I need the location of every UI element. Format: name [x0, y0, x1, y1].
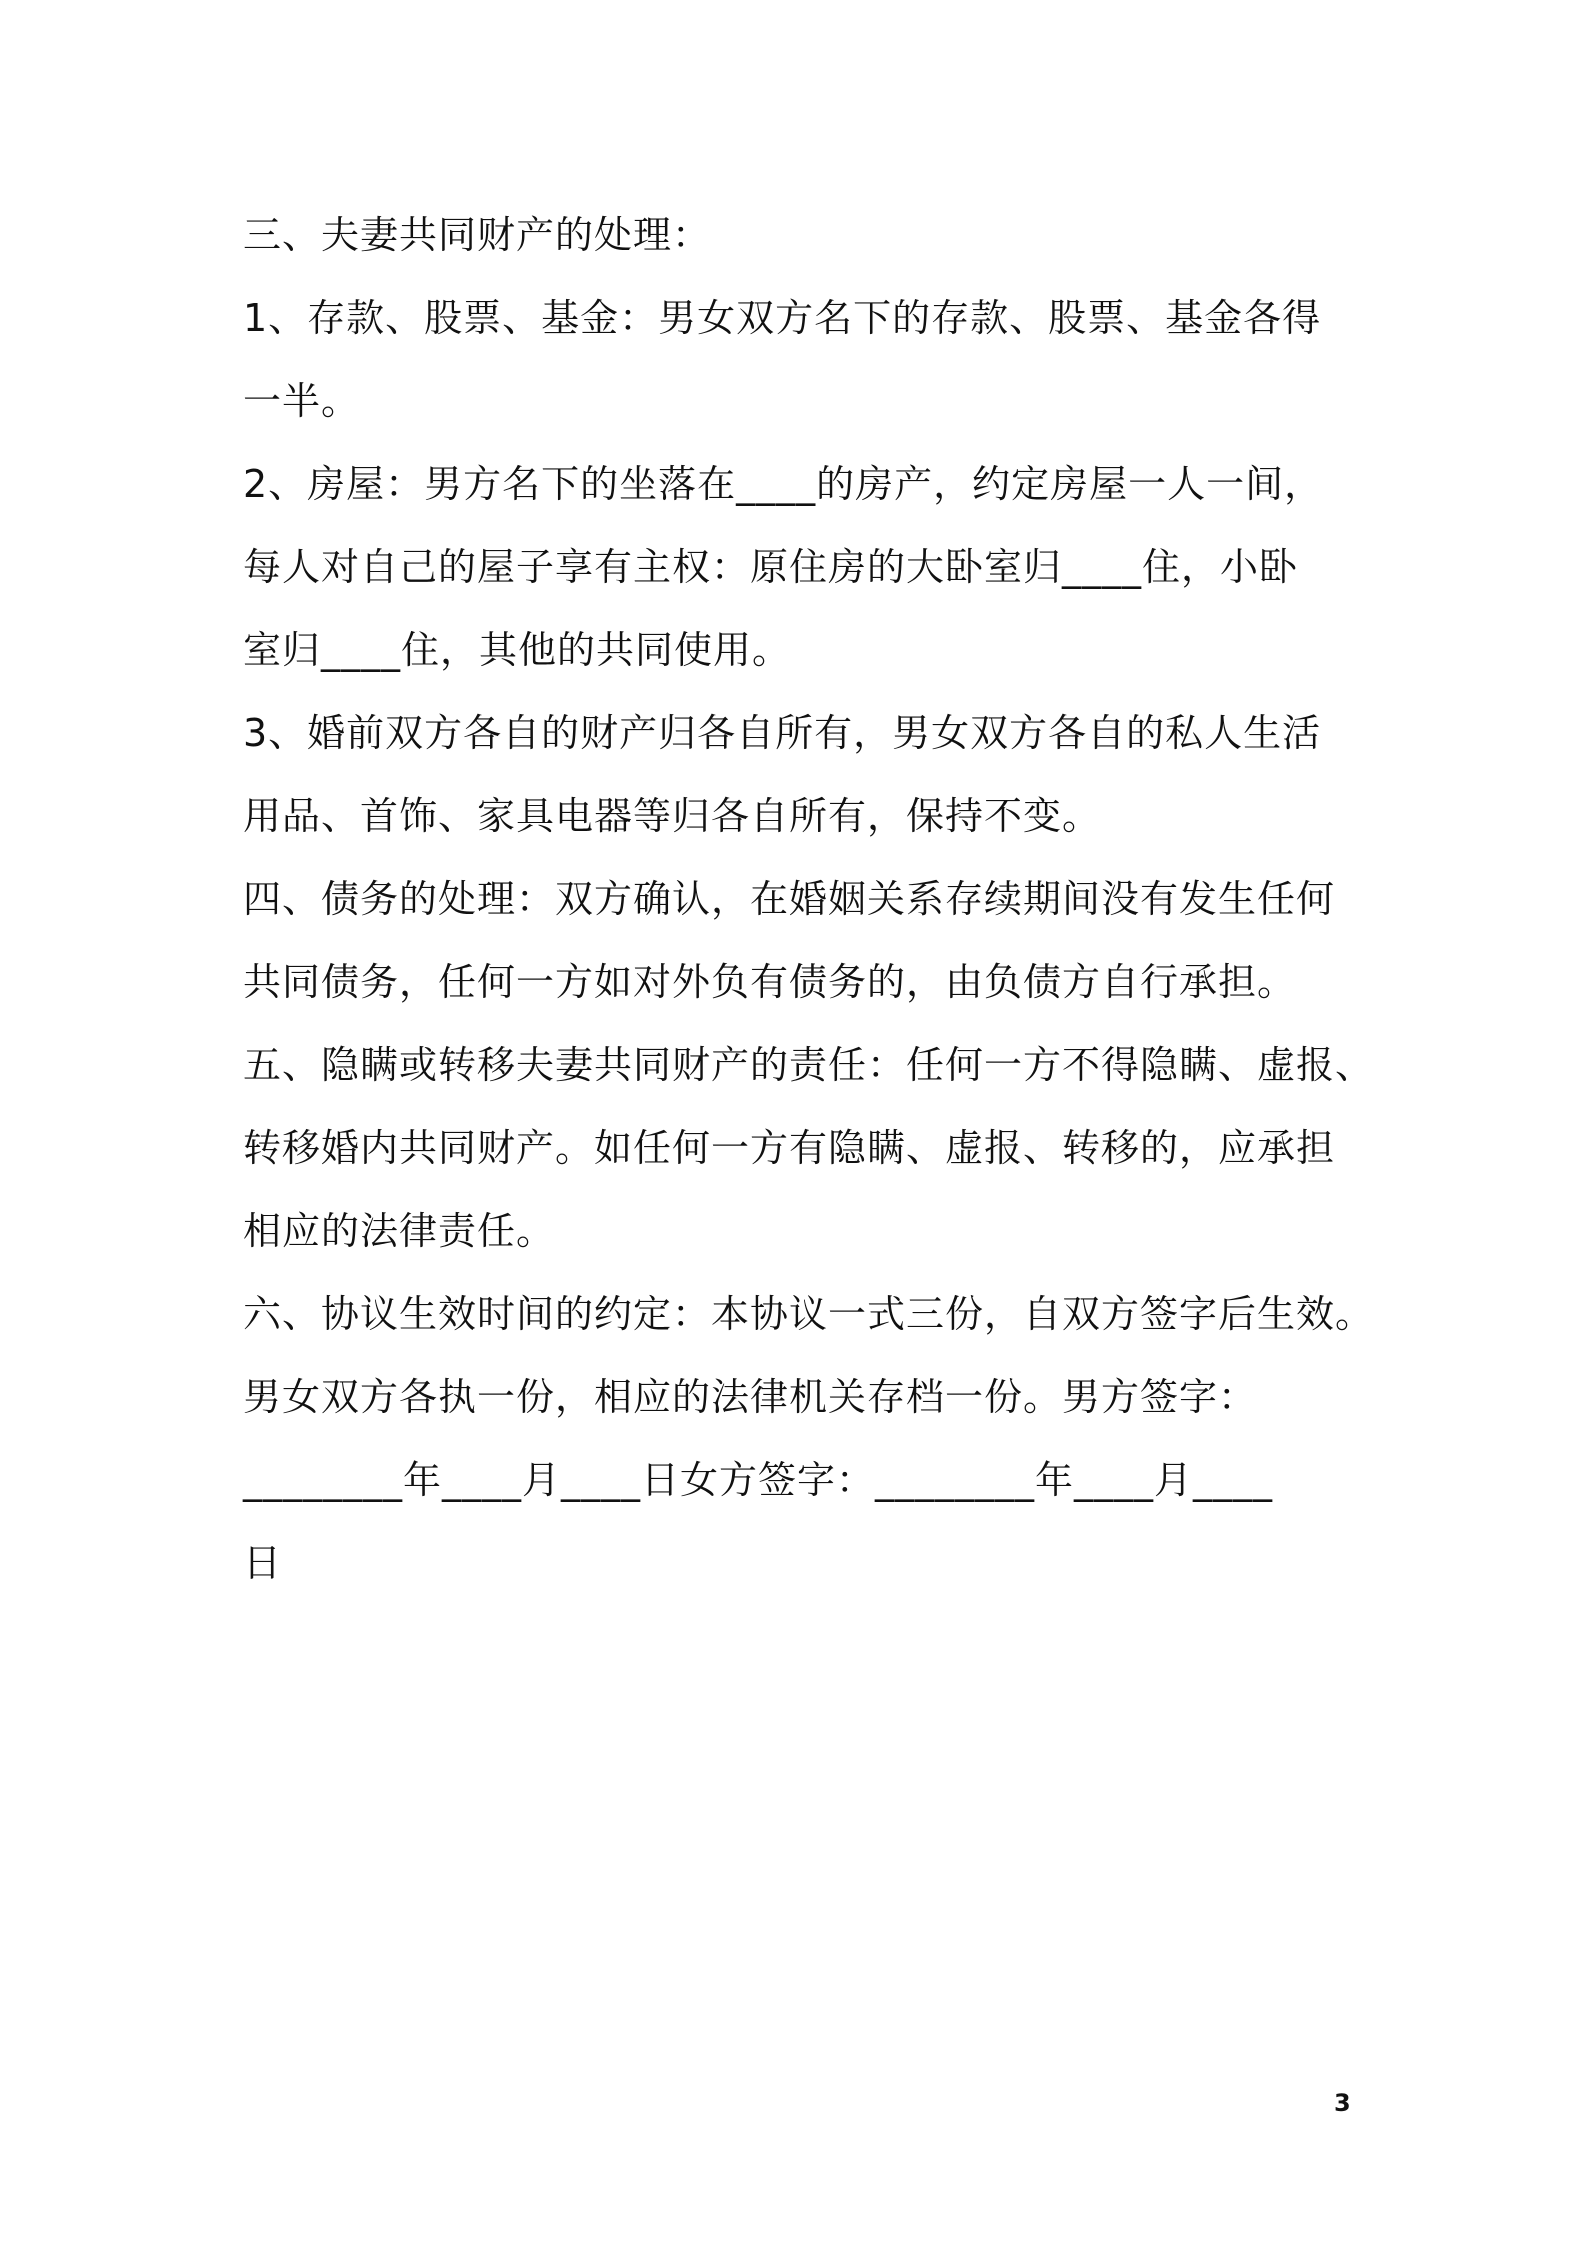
paragraph-line: 室归____住，其他的共同使用。 — [243, 628, 792, 672]
paragraph-line: 一半。 — [243, 379, 361, 423]
section-heading-4: 四、债务的处理：双方确认，在婚姻关系存续期间没有发生任何 — [243, 877, 1336, 921]
paragraph-line: 每人对自己的屋子享有主权：原住房的大卧室归____住，小卧 — [243, 545, 1299, 589]
section-heading-6: 六、协议生效时间的约定：本协议一式三份，自双方签字后生效。 — [243, 1292, 1375, 1336]
signature-line: 日 — [243, 1541, 283, 1585]
section-heading-5: 五、隐瞒或转移夫妻共同财产的责任：任何一方不得隐瞒、虚报、 — [243, 1043, 1375, 1087]
paragraph-line: 相应的法律责任。 — [243, 1209, 556, 1253]
section-heading-3: 三、夫妻共同财产的处理： — [243, 213, 712, 257]
paragraph-line: 用品、首饰、家具电器等归各自所有，保持不变。 — [243, 794, 1102, 838]
signature-line: ________年____月____日女方签字：________年____月____ — [243, 1458, 1274, 1502]
paragraph-line: 共同债务，任何一方如对外负有债务的，由负债方自行承担。 — [243, 960, 1297, 1004]
paragraph-line: 1、存款、股票、基金：男女双方名下的存款、股票、基金各得 — [243, 296, 1322, 340]
paragraph-line: 转移婚内共同财产。如任何一方有隐瞒、虚报、转移的，应承担 — [243, 1126, 1336, 1170]
page-number: 3 — [1334, 2089, 1351, 2117]
paragraph-line: 2、房屋：男方名下的坐落在____的房产，约定房屋一人一间， — [243, 462, 1324, 506]
paragraph-line: 男女双方各执一份，相应的法律机关存档一份。男方签字： — [243, 1375, 1258, 1419]
paragraph-line: 3、婚前双方各自的财产归各自所有，男女双方各自的私人生活 — [243, 711, 1322, 755]
document-body — [243, 194, 1375, 1605]
